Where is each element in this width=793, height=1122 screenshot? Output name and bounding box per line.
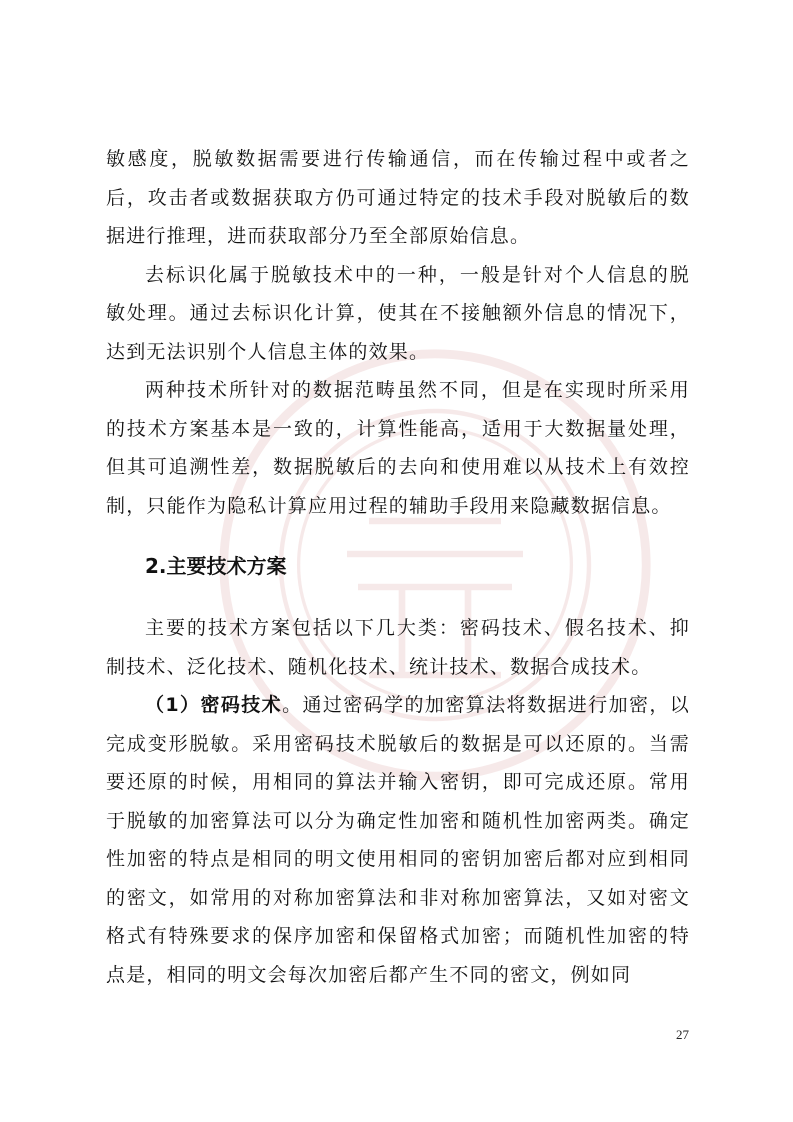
paragraph-5-lead: （1）密码技术 bbox=[145, 694, 283, 716]
paragraph-5 bbox=[106, 686, 690, 994]
paragraph-4: 主要的技术方案包括以下几大类：密码技术、假名技术、抑制技术、泛化技术、随机化技术、统计技术、数据合成技术。 bbox=[106, 617, 690, 678]
section-heading: 2.主要技术方案 bbox=[145, 554, 287, 578]
paragraph-5-text: 。通过密码学的加密算法将数据进行加密，以完成变形脱敏。采用密码技术脱敏后的数据是可以还原的。当需要还原的时候，用相同的算法并输入密钥，即可完成还原。常用于脱敏的加密算法可以分为确定性加密和随机性加密两类。确定性加密的特点是相同的明文使用相同的密钥加密后都对应到相同的密文，如常用的对称加密算法和非对称加密算法，又如对密文格式有特殊要求的保序加密和保留格式加密；而随机性加密的特点是，相同的明文会每次加密后都产生不同的密文，例如同 bbox=[106, 694, 690, 986]
paragraph-2: 去标识化属于脱敏技术中的一种，一般是针对个人信息的脱敏处理。通过去标识化计算，使其在不接触额外信息的情况下，达到无法识别个人信息主体的效果。 bbox=[106, 263, 690, 363]
paragraph-1: 敏感度，脱敏数据需要进行传输通信，而在传输过程中或者之后，攻击者或数据获取方仍可通过特定的技术手段对脱敏后的数据进行推理，进而获取部分乃至全部原始信息。 bbox=[106, 148, 690, 247]
document-body bbox=[106, 140, 690, 994]
paragraph-3: 两种技术所针对的数据范畴虽然不同，但是在实现时所采用的技术方案基本是一致的，计算性能高，适用于大数据量处理，但其可追溯性差，数据脱敏后的去向和使用难以从技术上有效控制，只能作为隐私计算应用过程的辅助手段用来隐藏数据信息。 bbox=[106, 379, 690, 517]
page-number: 27 bbox=[676, 1027, 689, 1042]
